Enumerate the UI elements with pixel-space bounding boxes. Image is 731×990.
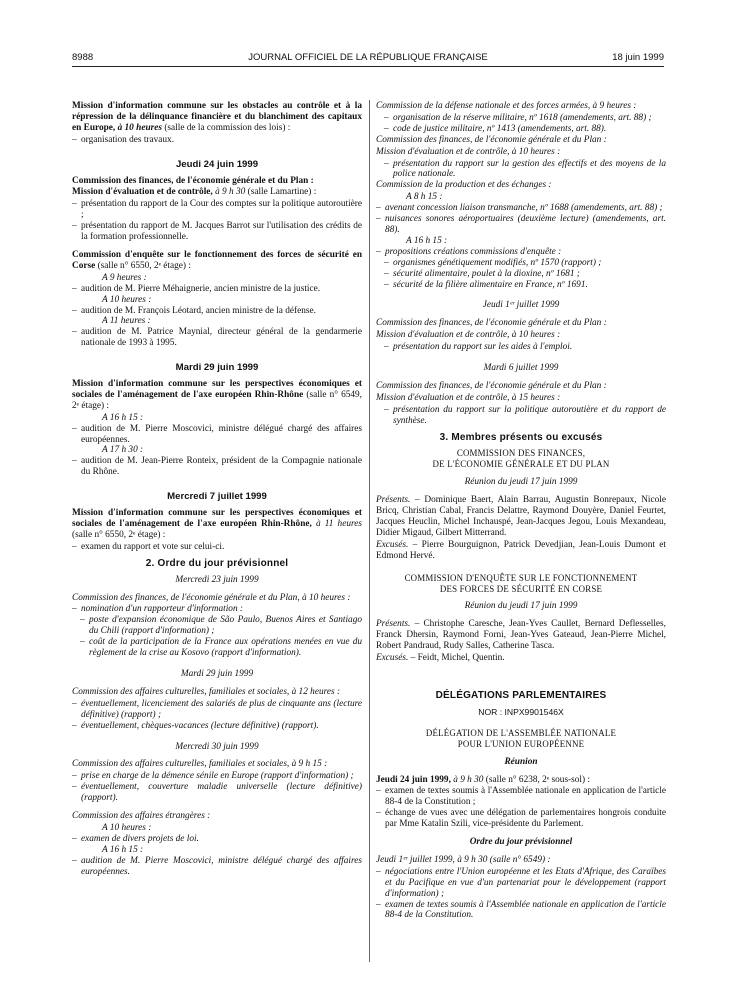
list-item: – éventuellement, couverture maladie universelle (lecture définitive) (rapport). [72, 782, 362, 804]
day-heading: Jeudi 1ᵉʳ juillet 1999 [482, 300, 560, 311]
commission-line: Commission des affaires culturelles, familiales et sociales, à 12 heures : [72, 686, 341, 697]
commission-line: Mission d'évaluation et de contrôle, à 10 heures : [376, 330, 561, 341]
day-heading: Jeudi 24 juin 1999 [175, 158, 259, 170]
right-column [376, 101, 666, 921]
ordre-du-jour-label: Ordre du jour prévisionnel [469, 837, 573, 848]
commission-line: Commission de la défense nationale et des forces armées, à 9 heures : [376, 101, 637, 111]
mission-obstacles-item: – organisation des travaux. [72, 135, 362, 146]
commission-caption: DES FORCES DE SÉCURITÉ EN CORSE [439, 583, 603, 594]
commission-caption: COMMISSION D'ENQUÊTE SUR LE FONCTIONNEMENT [404, 572, 638, 583]
list-item: – présentation du rapport sur les aides à l'emploi. [376, 342, 666, 353]
mission-obstacles-title: Mission d'information commune sur les obstacles au contrôle et à la répression de la délinquance financière et du blanchiment des capitaux en Europe, [72, 101, 362, 133]
list-item: – propositions créations commissions d'enquête : [376, 247, 666, 258]
rhone-mission-block-2: Mission d'information commune sur les perspectives économiques et sociales de l'aménagement de l'axe européen Rhin-Rhône, à 11 heures (salle n° 6550, 2ᵉ étage) : [72, 508, 362, 540]
commission-line: Commission des affaires culturelles, familiales et sociales, à 9 h 15 : [72, 759, 328, 770]
list-item: – examen de textes soumis à l'Assemblée nationale en application de l'article 88-4 de la Constitution. [376, 900, 666, 922]
list-item: – poste d'expansion économique de São Paulo, Buenos Aires et Santiago du Chili (rapport d'information) ; [72, 615, 362, 637]
list-item: – audition de M. François Léotard, ancien ministre de la défense. [72, 306, 362, 317]
time-label: A 10 heures : [102, 822, 152, 833]
present-list: Présents. – Christophe Caresche, Jean-Yves Caullet, Bernard Deflesselles, Franck Dhersin, Raymond Forni, Jean-Yves Gateaud, Jean-Pierre Michel, Robert Pandraud, Rudy Salles, Catherine Tasca. [376, 619, 666, 652]
commission-line: Commission de la production et des échanges : [376, 180, 552, 191]
list-item: – négociations entre l'Union européenne et les Etats d'Afrique, des Caraïbes et du Pacifique en vue d'un partenariat pour le développement (rapport d'information) ; [376, 867, 666, 900]
reunion-label: Réunion [504, 756, 538, 767]
commission-line: Mission d'évaluation et de contrôle, à 15 heures : [376, 392, 561, 403]
header-rule [72, 66, 664, 67]
time-label: A 16 h 15 : [102, 412, 144, 423]
issue-date: 18 juin 1999 [612, 52, 664, 63]
day-heading: Mercredi 23 juin 1999 [175, 574, 259, 585]
delegations-heading: DÉLÉGATIONS PARLEMENTAIRES [435, 689, 607, 701]
day-heading: Mercredi 30 juin 1999 [175, 741, 259, 752]
list-item: – coût de la participation de la France aux opérations menées en vue du règlement de la crise au Kosovo (rapport d'information). [72, 637, 362, 659]
day-heading: Mercredi 7 juillet 1999 [167, 491, 267, 503]
list-item: – audition de M. Pierre Méhaignerie, ancien ministre de la justice. [72, 284, 362, 295]
commission-line: Commission des finances, de l'économie générale et du Plan, à 10 heures : [72, 592, 351, 603]
meeting-date: Réunion du jeudi 17 juin 1999 [464, 601, 578, 612]
list-item: – examen du rapport et vote sur celui-ci. [72, 542, 362, 553]
time-label: A 11 heures : [102, 316, 151, 327]
list-item: – présentation du rapport de la Cour des comptes sur la politique autoroutière ; [72, 199, 362, 221]
corse-commission-block: Commission d'enquête sur le fonctionnement des forces de sécurité en Corse (salle n° 6550, 2ᵉ étage) : [72, 249, 362, 271]
list-item: – avenant concession liaison transmanche, nº 1688 (amendements, art. 88) ; [376, 203, 666, 214]
list-item: – éventuellement, chèques-vacances (lecture définitive) (rapport). [72, 721, 362, 732]
list-item: – organismes génétiquement modifiés, nº 1570 (rapport) ; [376, 258, 666, 269]
list-item: – échange de vues avec une délégation de parlementaires hongrois conduite par Mme Katalin Szili, vice-présidente du Parlement. [376, 808, 666, 830]
commission-caption: DE L'ÉCONOMIE GÉNÉRALE ET DU PLAN [432, 459, 610, 470]
day-heading: Mardi 29 juin 1999 [180, 668, 254, 679]
list-item: – éventuellement, licenciement des salariés de plus de cinquante ans (lecture définitive) (rapport) ; [72, 699, 362, 721]
list-item: – sécurité alimentaire, poulet à la dioxine, nº 1681 ; [376, 269, 666, 280]
commission-caption: COMMISSION DES FINANCES, [456, 448, 586, 459]
list-item: – nuisances sonores aéroportuaires (deuxième lecture) (amendements, art. 88). [376, 214, 666, 236]
list-item: – nomination d'un rapporteur d'information : [72, 604, 362, 615]
list-item: – prise en charge de la démence sénile en Europe (rapport d'information) ; [72, 771, 362, 782]
list-item: – présentation du rapport sur la gestion des effectifs et des moyens de la police nationale. [376, 159, 666, 181]
finances-commission-title: Commission des finances, de l'économie générale et du Plan : [72, 175, 314, 186]
list-item: – sécurité de la filière alimentaire en France, nº 1691. [376, 280, 666, 291]
left-column [72, 101, 362, 877]
list-item: – examen de divers projets de loi. [72, 834, 362, 845]
time-label: A 9 heures : [102, 272, 147, 283]
list-item: – audition de M. Patrice Maynial, directeur général de la gendarmerie nationale de 1993 à 1995. [72, 327, 362, 349]
mission-obstacles-room: (salle de la commission des lois) : [164, 122, 291, 133]
list-item: – audition de M. Pierre Moscovici, ministre délégué chargé des affaires européennes. [72, 856, 362, 878]
excused-list: Excusés. – Feidt, Michel, Quentin. [376, 653, 505, 664]
day-heading: Mardi 6 juillet 1999 [483, 363, 559, 374]
section-heading-membres: 3. Membres présents ou excusés [439, 431, 603, 443]
commission-line: Commission des finances, de l'économie générale et du Plan : [376, 134, 607, 145]
reunion-line: Jeudi 24 juin 1999, à 9 h 30 (salle n° 6238, 2ᵉ sous-sol) : [376, 774, 591, 785]
time-label: A 16 h 15 : [406, 235, 448, 246]
section-heading-ordre-du-jour: 2. Ordre du jour prévisionnel [145, 557, 289, 569]
meeting-date: Réunion du jeudi 17 juin 1999 [464, 477, 578, 488]
list-item: – code de justice militaire, nº 1413 (amendements, art. 88). [376, 124, 666, 135]
list-item: – examen de textes soumis à l'Assemblée nationale en application de l'article 88-4 de la Constitution ; [376, 786, 666, 808]
mission-obstacles-time: à 10 heures [117, 122, 162, 133]
list-item: – présentation du rapport sur la politique autoroutière et du rapport de synthèse. [376, 405, 666, 427]
ordre-du-jour-line: Jeudi 1ᵉʳ juillet 1999, à 9 h 30 (salle n° 6549) : [376, 854, 551, 865]
commission-line: Commission des affaires étrangères : [72, 811, 211, 822]
delegation-caption: POUR L'UNION EUROPÉENNE [457, 738, 585, 749]
time-label: A 16 h 15 : [102, 844, 144, 855]
column-divider [369, 100, 370, 962]
list-item: – audition de M. Pierre Moscovici, ministre délégué chargé des affaires européennes. [72, 424, 362, 446]
present-list: Présents. – Dominique Baert, Alain Barrau, Augustin Bonrepaux, Nicole Bricq, Christian Cabal, Francis Delattre, Raymond Douyère, Daniel Feurtet, Jacques Heuclin, Michel Inchauspé, Jean-Jacques Jegou, Louis Mexandeau, Didier Migaud, Gilbert Mitterrand. [376, 495, 666, 538]
time-label: A 17 h 30 : [102, 445, 144, 456]
commission-line: Mission d'évaluation et de contrôle, à 10 heures : [376, 146, 561, 157]
day-heading: Mardi 29 juin 1999 [175, 362, 259, 374]
commission-line: Commission des finances, de l'économie générale et du Plan : [376, 380, 607, 391]
time-label: A 10 heures : [102, 294, 152, 305]
journal-title: JOURNAL OFFICIEL DE LA RÉPUBLIQUE FRANÇAISE [248, 52, 488, 63]
mission-obstacles-block [72, 101, 362, 134]
nor-reference: NOR : INPX9901546X [478, 706, 564, 717]
page-header [72, 52, 664, 66]
time-label: A 8 h 15 : [406, 192, 443, 203]
finances-mission-line: Mission d'évaluation et de contrôle, à 9 h 30 (salle Lamartine) : [72, 187, 317, 198]
rhone-mission-block: Mission d'information commune sur les perspectives économiques et sociales de l'aménagement de l'axe européen Rhin-Rhône (salle n° 6549, 2ᵉ étage) : [72, 379, 362, 411]
list-item: – audition de M. Jean-Pierre Ronteix, président de la Compagnie nationale du Rhône. [72, 456, 362, 478]
excused-list: Excusés. – Pierre Bourguignon, Patrick Devedjian, Jean-Louis Dumont et Edmond Hervé. [376, 539, 666, 561]
list-item: – présentation du rapport de M. Jacques Barrot sur l'utilisation des crédits de la formation professionnelle. [72, 221, 362, 243]
commission-line: Commission des finances, de l'économie générale et du Plan : [376, 318, 607, 329]
list-item: – organisation de la réserve militaire, nº 1618 (amendements, art. 88) ; [376, 113, 666, 124]
page-number: 8988 [72, 52, 94, 63]
delegation-caption: DÉLÉGATION DE L'ASSEMBLÉE NATIONALE [425, 727, 617, 738]
